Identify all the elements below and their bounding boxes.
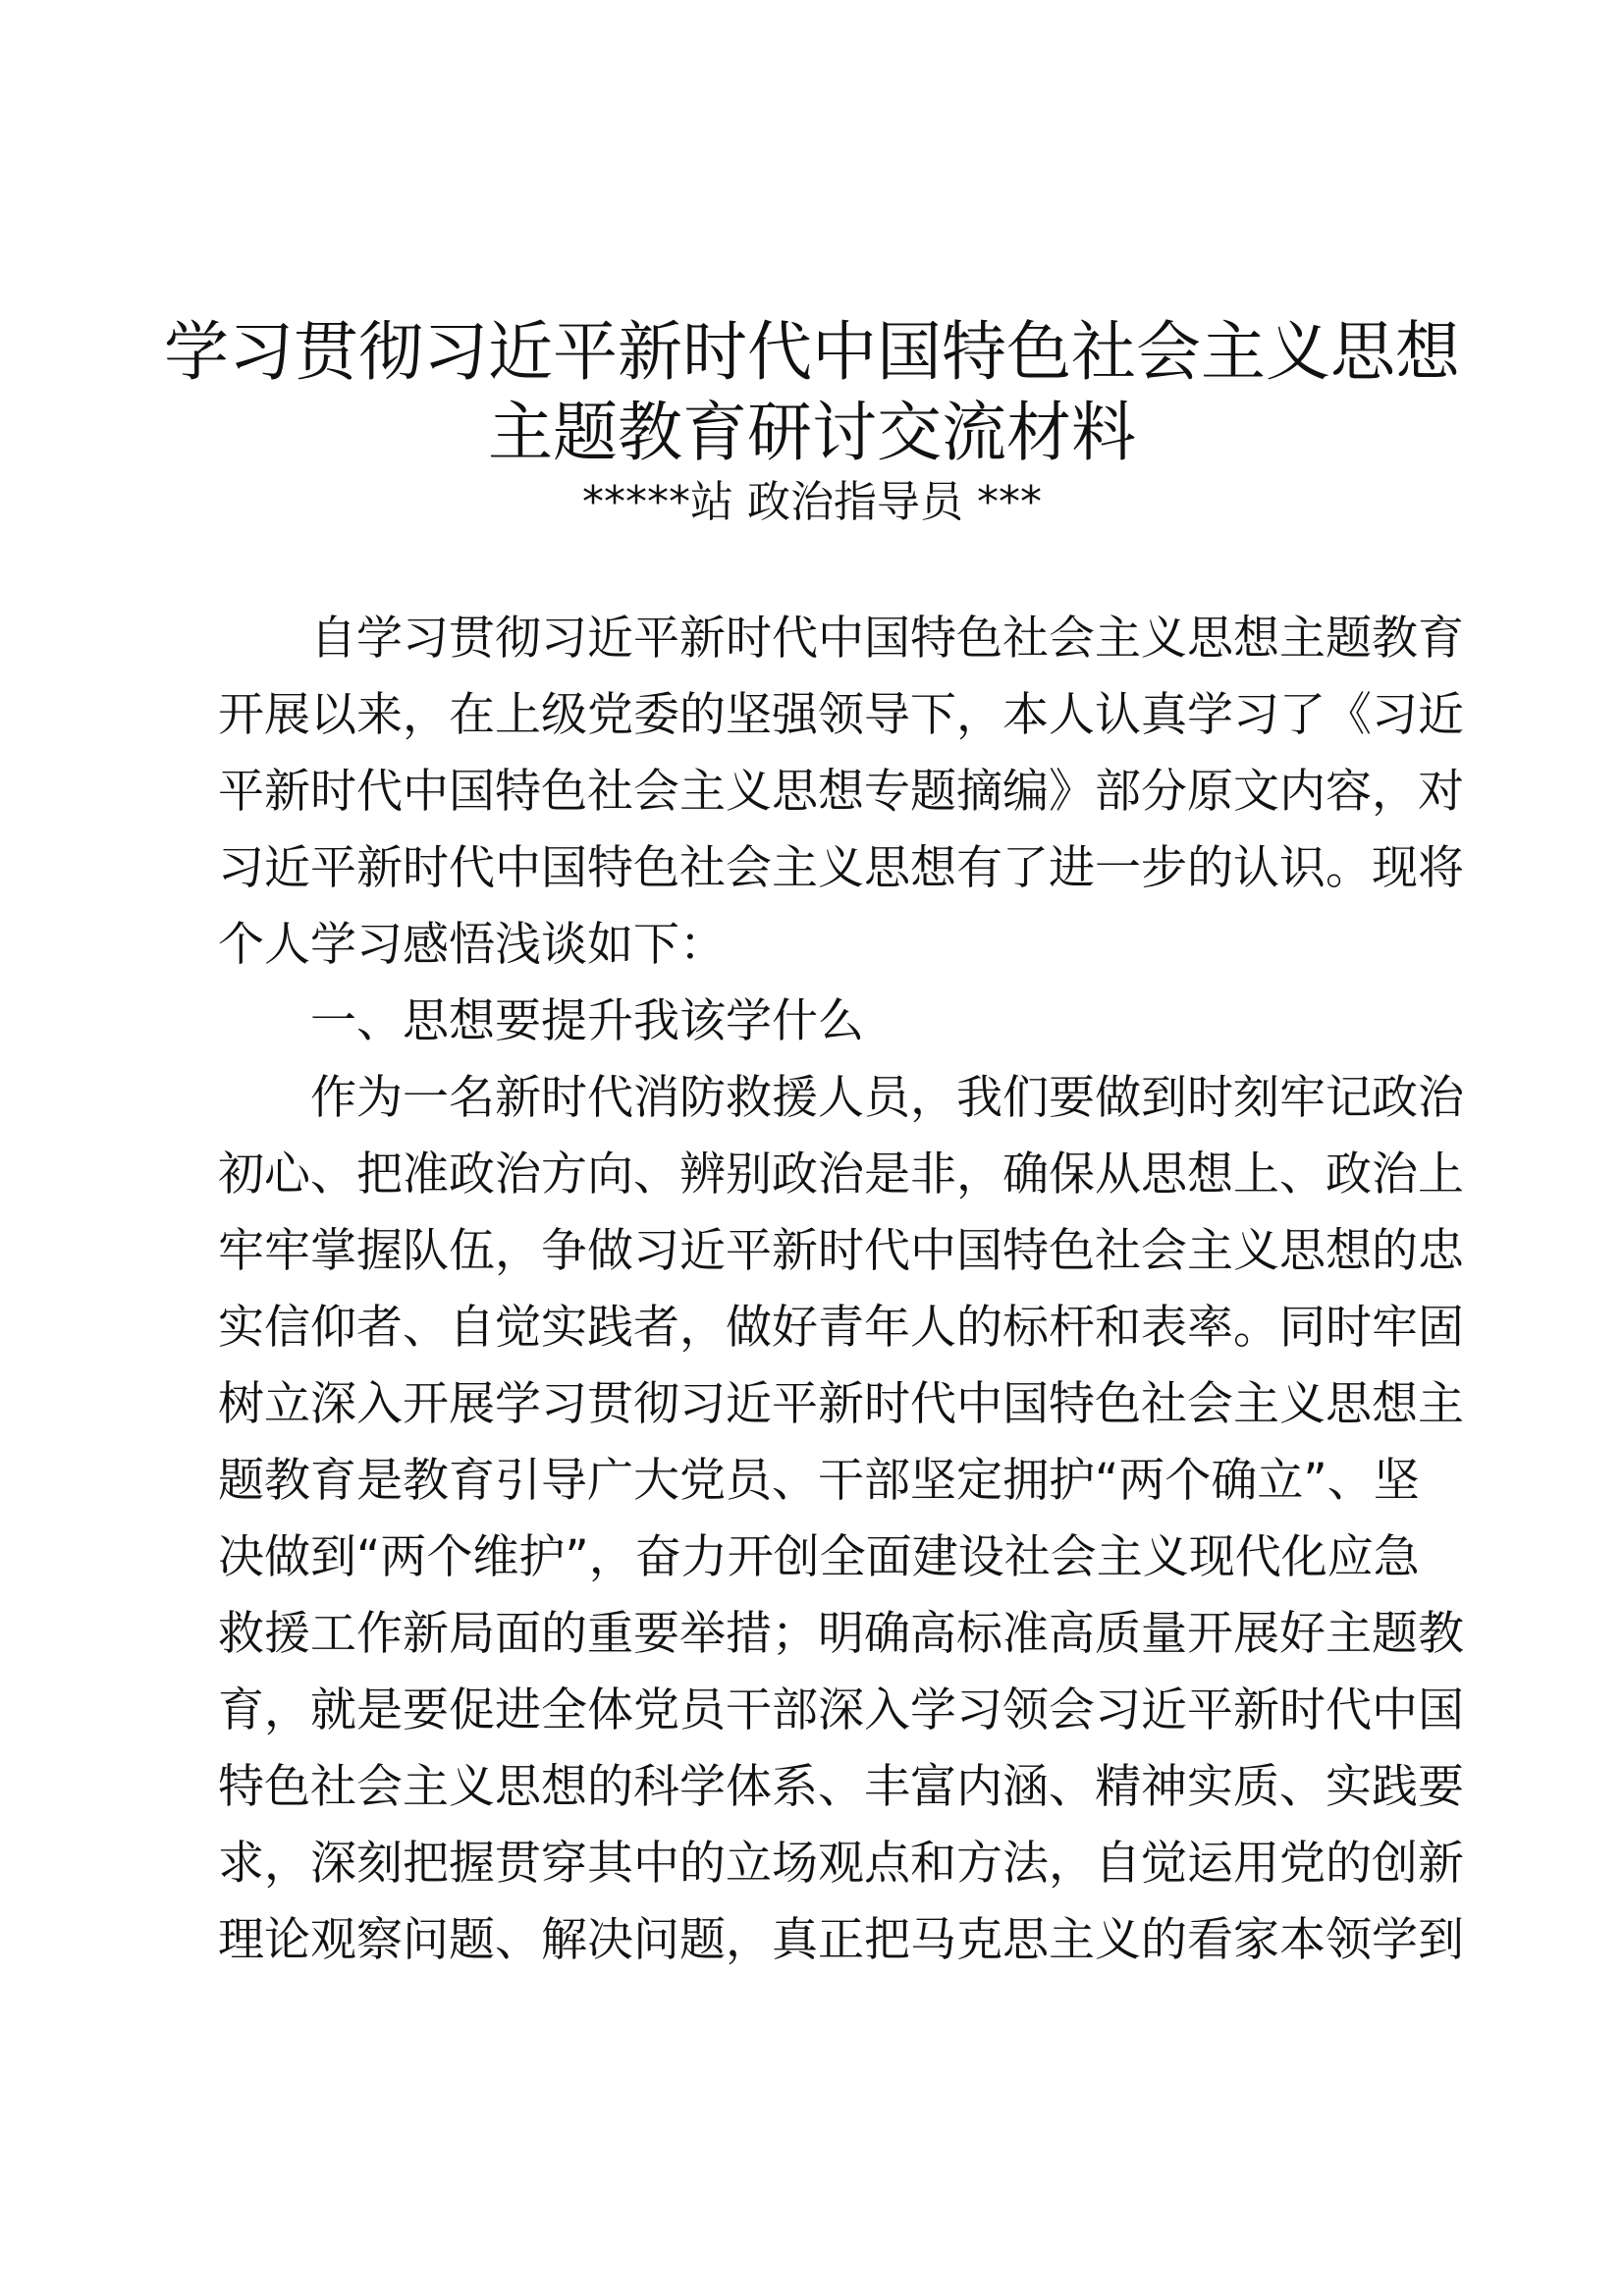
body-line: 救援工作新局面的重要举措；明确高标准高质量开展好主题教 [218,1607,1464,1661]
body-line: 自学习贯彻习近平新时代中国特色社会主义思想主题教育 [218,612,1464,666]
title-line-2: 主题教育研讨交流材料 [488,395,1136,470]
body-line: 树立深入开展学习贯彻习近平新时代中国特色社会主义思想主 [218,1377,1464,1431]
body-line: 实信仰者、自觉实践者，做好青年人的标杆和表率。同时牢固 [218,1301,1464,1355]
body-line: 个人学习感悟浅谈如下： [218,918,726,972]
body-line: 习近平新时代中国特色社会主义思想有了进一步的认识。现将 [218,841,1464,895]
body-line: 牢牢掌握队伍，争做习近平新时代中国特色社会主义思想的忠 [218,1224,1464,1278]
body-line: 作为一名新时代消防救援人员，我们要做到时刻牢记政治 [218,1071,1464,1125]
body-line: 特色社会主义思想的科学体系、丰富内涵、精神实质、实践要 [218,1760,1464,1814]
body-line: 开展以来，在上级党委的坚强领导下，本人认真学习了《习近 [218,688,1464,742]
body-line: 育，就是要促进全体党员干部深入学习领会习近平新时代中国 [218,1683,1464,1737]
document-body [218,601,1464,1979]
title-line-1: 学习贯彻习近平新时代中国特色社会主义思想 [164,314,1460,390]
body-line: 平新时代中国特色社会主义思想专题摘编》部分原文内容，对 [218,765,1464,819]
body-line: 题教育是教育引导广大党员、干部坚定拥护“两个确立”、坚 [218,1454,1420,1508]
body-line: 求，深刻把握贯穿其中的立场观点和方法，自觉运用党的创新 [218,1837,1464,1891]
body-line: 理论观察问题、解决问题，真正把马克思主义的看家本领学到 [218,1913,1464,1967]
body-line: 决做到“两个维护”，奋力开创全面建设社会主义现代化应急 [218,1530,1420,1584]
section-heading: 一、思想要提升我该学什么 [218,994,864,1048]
document-title [0,312,1624,473]
body-line: 初心、把准政治方向、辨别政治是非，确保从思想上、政治上 [218,1148,1464,1201]
author-line: *****站 政治指导员 *** [582,477,1042,527]
